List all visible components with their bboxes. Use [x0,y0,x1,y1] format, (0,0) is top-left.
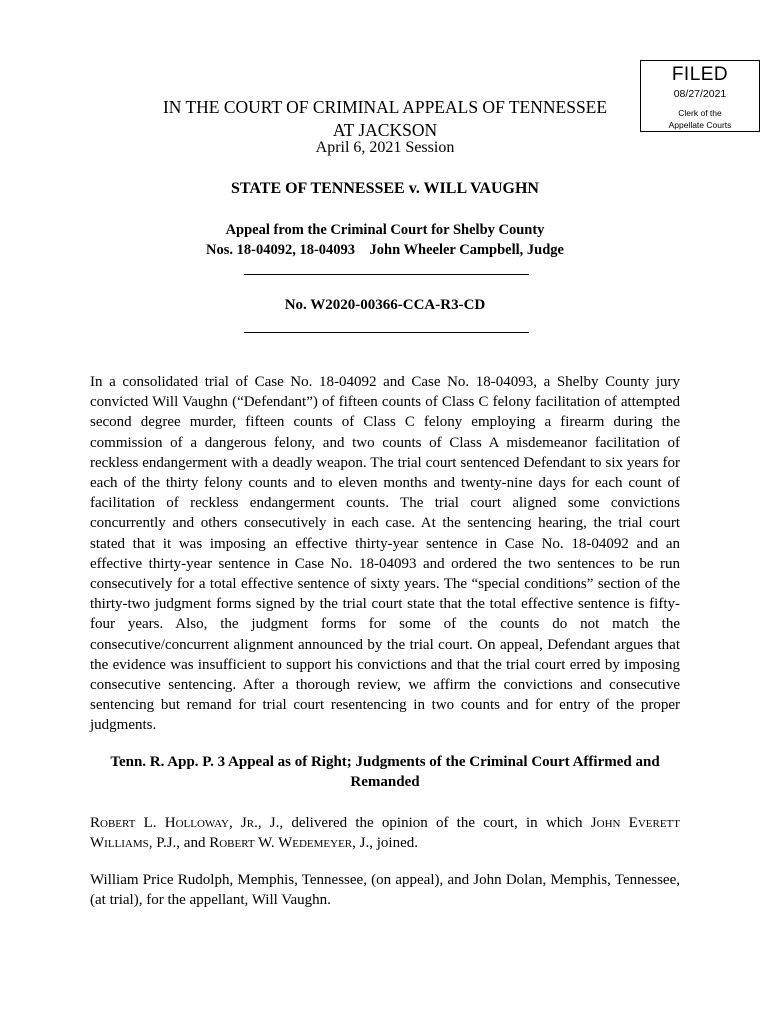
opinion-attribution [90,813,680,853]
opinion-judge-2: John Everett Williams, P.J. [90,815,680,852]
case-summary: In a consolidated trial of Case No. 18-04092 and Case No. 18-04093, a Shelby County jury convicted Will Vaughn (“Defendant”) of fifteen counts of Class C felony facilitation of attempted second degree murder, fifteen counts of Class C felony employing a firearm during the commission of a dangerous felony, and two counts of Class A misdemeanor facilitation of reckless endangerment with a deadly weapon. The trial court sentenced Defendant to six years for each of the thirty felony counts and to eleven months and twenty-nine days for each count of facilitation of reckless endangerment counts. The trial court aligned some convictions concurrently and others consecutively in each case. At the sentencing hearing, the trial court stated that it was imposing an effective thirty-year sentence in Case No. 18-04092 and an effective thirty-year sentence in Case No. 18-04093 and ordered the two sentences to be run consecutively for a total effective sentence of sixty years. The “special conditions” section of the thirty-two judgment forms signed by the trial court state that the total effective sentence is fifty-four years. Also, the judgment forms for some of the counts do not match the consecutive/concurrent alignment announced by the trial court. On appeal, Defendant argues that the evidence was insufficient to support his convictions and that the trial court erred by imposing consecutive sentencing. After a thorough review, we affirm the convictions and consecutive sentencing but remand for trial court resentencing in two counts and for entry of the proper judgments. [90,374,680,734]
court-name: IN THE COURT OF CRIMINAL APPEALS OF TENNESSEE [162,97,608,117]
appeal-case-numbers: Nos. 18-04092, 18-04093 John Wheeler Campbell, Judge [206,242,564,258]
opinion-author: Robert L. Holloway, Jr., J. [90,815,280,831]
filed-stamp-clerk-line1: Clerk of the [678,108,722,118]
opinion-judge-3: Robert W. Wedemeyer, J. [209,835,370,852]
opinion-and: , and [176,835,210,852]
appeal-source: Appeal from the Criminal Court for Shelby County [225,222,545,238]
appeal-info [90,220,680,260]
filed-stamp-clerk-line2: Appellate Courts [668,120,732,130]
case-title: STATE OF TENNESSEE v. WILL VAUGHN [231,180,539,197]
court-heading [90,96,680,142]
opinion-end: , joined. [369,835,418,852]
divider-bottom [244,332,529,333]
divider-top [244,274,529,275]
filed-stamp-title: FILED [671,64,729,85]
session-date: April 6, 2021 Session [315,139,455,156]
filed-stamp-date: 08/27/2021 [673,88,727,100]
disposition: Tenn. R. App. P. 3 Appeal as of Right; Judgments of the Criminal Court Affirmed and Remanded [110,754,660,790]
court-location: AT JACKSON [332,120,438,140]
docket-number: No. W2020-00366-CCA-R3-CD [284,297,486,313]
opinion-mid: , delivered the opinion of the court, in which [279,815,591,831]
counsel-appellant: William Price Rudolph, Memphis, Tennessee, (on appeal), and John Dolan, Memphis, Tennessee, (at trial), for the appellant, Will Vaughn. [90,872,680,909]
